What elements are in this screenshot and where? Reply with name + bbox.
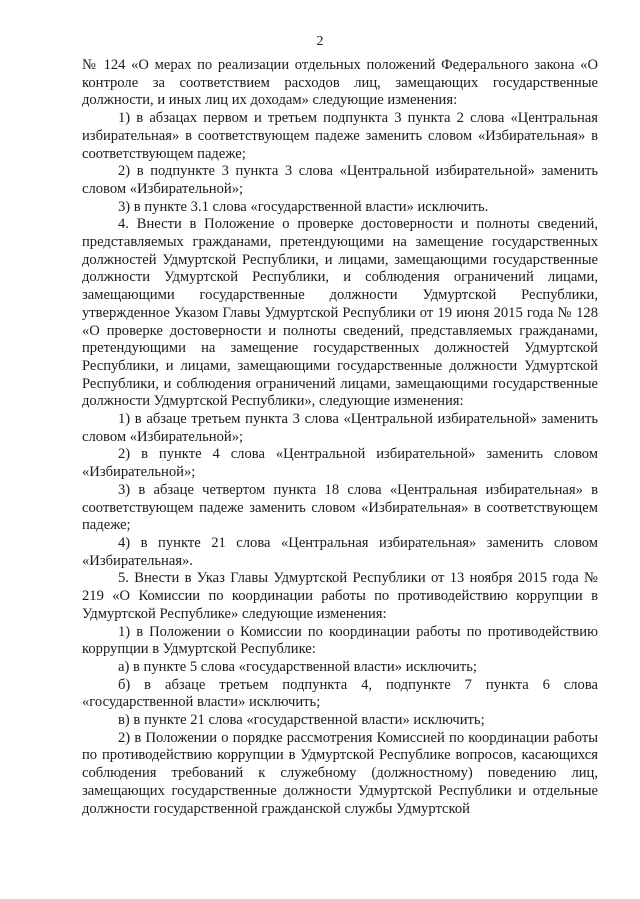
paragraph: 2) в Положении о порядке рассмотрения Комиссией по координации работы по противодействию коррупции в Удмуртской Республике вопросов, касающихся соблюдения требований к служебному (должностному) поведению лиц, замещающих государственные должности Удмуртской Республики и отдельные должности государственной гражданской службы Удмуртской: [82, 729, 598, 817]
paragraph: 1) в абзацах первом и третьем подпункта 3 пункта 2 слова «Центральная избирательная» в соответствующем падеже заменить словом «Избирательная» в соответствующем падеже;: [82, 110, 598, 162]
paragraph: 3) в пункте 3.1 слова «государственной власти» исключить.: [118, 198, 489, 215]
paragraph: 1) в абзаце третьем пункта 3 слова «Центральной избирательной» заменить словом «Избирательной»;: [82, 411, 598, 445]
paragraph: 2) в подпункте 3 пункта 3 слова «Центральной избирательной» заменить словом «Избирательной»;: [82, 163, 598, 197]
paragraph: 4. Внести в Положение о проверке достоверности и полноты сведений, представляемых гражданами, претендующими на замещение государственных должностей Удмуртской Республики, и лицами, замещающими государственные должности Удмуртской Республики, и соблюдения ограничений лицами, замещающими государственные должности Удмуртской Республики, утвержденное Указом Главы Удмуртской Республики от 19 июня 2015 года № 128 «О проверке достоверности и полноты сведений, представляемых гражданами, претендующими на замещение государственных должностей Удмуртской Республики, и лицами, замещающими государственные должности Удмуртской Республики, и соблюдения ограничений лицами, замещающими государственные должности Удмуртской Республики», следующие изменения:: [82, 216, 598, 410]
paragraph: 3) в абзаце четвертом пункта 18 слова «Центральная избирательная» в соответствующем падеже заменить словом «Избирательная» в соответствующем падеже;: [82, 481, 598, 534]
page-number: 2: [316, 34, 324, 49]
paragraph: 1) в Положении о Комиссии по координации работы по противодействию коррупции в Удмуртской Республике:: [82, 623, 598, 658]
paragraph: 5. Внести в Указ Главы Удмуртской Республики от 13 ноября 2015 года № 219 «О Комиссии по координации работы по противодействию коррупции в Удмуртской Республике» следующие изменения:: [82, 570, 598, 622]
document-body: [82, 57, 598, 818]
paragraph: 4) в пункте 21 слова «Центральная избирательная» заменить словом «Избирательная».: [82, 534, 598, 569]
paragraph: № 124 «О мерах по реализации отдельных положений Федерального закона «О контроле за соответствием расходов лиц, замещающих государственные должности, и иных лиц их доходам» следующие изменения:: [82, 57, 598, 109]
paragraph: а) в пункте 5 слова «государственной власти» исключить;: [118, 658, 477, 675]
paragraph: 2) в пункте 4 слова «Центральной избирательной» заменить словом «Избирательной»;: [82, 446, 598, 481]
paragraph: в) в пункте 21 слова «государственной власти» исключить;: [118, 712, 485, 729]
paragraph: б) в абзаце третьем подпункта 4, подпункте 7 пункта 6 слова «государственной власти» исключить;: [82, 676, 598, 711]
